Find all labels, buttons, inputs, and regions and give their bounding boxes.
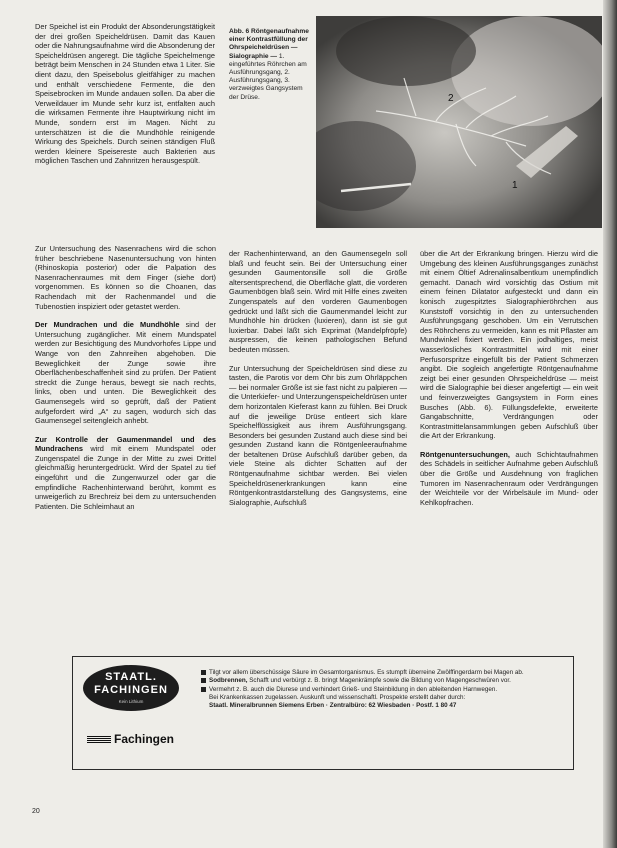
ad-address-text: Staatl. Mineralbrunnen Siemens Erben · Zentralbüro: 62 Wiesbaden · Postf. 1 80 47 bbox=[209, 702, 457, 710]
paragraph-text: über die Art der Erkrankung bringen. Hierzu wird die Umgebung des kleinen Ausführungsganges zunächst mit einem Öltief Adrenalinsalbentkum unempfindlich gemacht. Danach wird vorsichtig das Ostium mit einem feinen Dilatator aufgesteckt und dann ein konisch zugespitztes Sialographieröhrchen aus Kunststoff vorsichtig in den zu untersuchenden Ausführungsgang geschoben. Um ein Verrutschen des Röhrchens zu vermeiden, kann es mit Pflaster am Mundwinkel fixiert werden. Ein jodhaltiges, meist wasserlösliches Kontrastmittel wird mit einer Perfusorspritze eingefüllt bis der Patient Schmerzen angibt. Die sogleich angefertigte Röntgenaufnahme zeigt bei einer gesunden Ohrspeicheldrüse — meist wird die Sialographie bei dieser angefertigt — ein weit und feinverzweigtes Gangsystem in Form eines Busches (Abb. 6). Füllungsdefekte, erweiterte Gangabschnitte, Verdrängungen oder Kontrastmittelansammlungen geben Aufschluß über die Art der Erkrankung. bbox=[420, 249, 598, 441]
paragraph-text: Zur Untersuchung der Speicheldrüsen sind diese zu tasten, die Parotis vor dem Ohr bis zum Ohrläppchen — bei normaler Größe ist sie fast nicht zu palpieren — die Unterkiefer- und Unterzungenspeicheldrüsen unter dem horizontalen Kieferast kann zu fühlen. Bei Druck auf die jeweilige Drüse entleert sich klare Speichelflüssigkeit aus ihrem Ausführungsgang. Besonders bei gesunden Zustand auch diese sind bei gesunden Zustand kann die Röntgenleeraufnahme der betaltenen Drüse Aufschluß darüber geben, da viele Steine als dichter Schatten auf der Röntgenaufnahme sichtbar werden. Bei vielen Speicheldrüsenerkrankungen kann eine Röntgenkontrastdarstellung des Gangsystems, eine Sialographie, Aufschluß bbox=[229, 363, 407, 507]
fachingen-logo bbox=[83, 665, 179, 711]
col3-paragraph bbox=[420, 249, 598, 441]
logo-small-text: Kein Lithium bbox=[118, 699, 144, 704]
ad-bullet-text: Schafft und verbürgt z. B. bringt Magenkrämpfe sowie die Bildung von Magengeschwüren vor. bbox=[247, 677, 511, 685]
caption-items: 1. eingeführtes Röhrchen am Ausführungsgang, 2. Ausführungsgang, 3. verzweigtes Gangsystem der Drüse. bbox=[229, 52, 307, 101]
paragraph-text: wird mit einem Mundspatel oder Zungenspatel die Zunge in der Mitte zu zwei Drittel gleichmäßig heruntergedrückt. Wird der Spatel zu tief eingeführt und die Zungenwurzel oder gar die empfindliche Rachenhinterwand berührt, kommt es unweigerlich zu Brechreiz bei dem zu untersuchenden Patienten. Die Schleimhaut an bbox=[35, 444, 216, 511]
ad-bullet-item bbox=[201, 669, 565, 677]
paragraph-lead: Der Mundrachen und die Mundhöhle bbox=[35, 320, 180, 330]
column-3-body bbox=[420, 249, 598, 516]
paragraph-text: der Rachenhinterwand, an den Gaumensegeln soll blaß und feucht sein. Bei der Untersuchung einer gesunden Gaumentonsille soll die Größe altersentsprechend, die Oberfläche glatt, die vorderen Gaumenbögen blaß sein. Wird mit Hilfe eines zweiten Zungenspatels auf den vorderen Gaumenbogen gedrückt und läßt sich die Gaumenmandel leicht zur Mundhöhle hin drücken (luxieren), dann ist sie gut luxierbar. Dabei läßt sich Exprimat (Mandelpfröpfe) auspressen, die keinen pathologischen Befund bedeuten müssen. bbox=[229, 249, 407, 354]
paragraph-text: sind der Untersuchung zugänglicher. Mit einem Mundspatel werden zur Besichtigung des Mundvorhofes Lippe und Wange von den Zahnreihen abgehoben. Die Beweglichkeit der Zunge sowie ihre Oberflächenbeschaffenheit sind zu prüfen. Der Patient streckt die Zunge heraus, bewegt sie nach rechts, links, oben und unten. Die Beweglichkeit des Gaumensegels wird so geprüft, daß der Patient aufgefordert wird „A“ zu sagen, wodurch sich das Gaumensegel seitengleich anhebt. bbox=[35, 320, 216, 426]
brand-name: Fachingen bbox=[114, 732, 175, 746]
ad-address bbox=[201, 702, 565, 710]
paragraph-text: auch Schichtaufnahmen des Schädels in seitlicher Aufnahme geben Aufschluß über die Größe und Ausdehnung von fraglichen Tumoren im Nasenrachenraum oder Verdrängungen der Weichteile vor der Wirbelsäule im Mund- oder Kehlkopfrachen. bbox=[420, 449, 598, 507]
logo-line-1: STAATL. bbox=[105, 671, 157, 683]
col1-paragraph bbox=[35, 435, 216, 512]
ad-bullet-item bbox=[201, 686, 565, 694]
advertisement-fachingen bbox=[72, 656, 574, 770]
figure-caption bbox=[229, 28, 313, 102]
col1-paragraph bbox=[35, 244, 216, 311]
paragraph-lead: Röntgenuntersuchungen, bbox=[420, 449, 510, 459]
ad-bullet-text: Tilgt vor allem überschüssige Säure im Gesamtorganismus. Es stumpft überreine Zwölffingerdarm bei Magen ab. bbox=[209, 669, 524, 676]
column-1-body bbox=[35, 244, 216, 520]
column-2-body bbox=[229, 249, 407, 516]
sialography-xray-image bbox=[316, 16, 602, 228]
col1-paragraph bbox=[35, 320, 216, 426]
advertisement-copy bbox=[201, 669, 565, 710]
paragraph-text: Zur Untersuchung des Nasenrachens wird die schon früher beschriebene Nasenuntersuchung von hinten (Rhinoskopia posterior) oder die Palpation des Nasenrachenraumes mit dem Finger (siehe dort) vorgenommen. Es können so die Choanen, das Rachendach mit der Rachenmandel und die Tubenostien inspiziert oder getastet werden. bbox=[35, 244, 216, 311]
wordmark-lines-icon bbox=[87, 736, 111, 744]
ad-footer-note: Bei Krankenkassen zugelassen. Auskunft und wissenschaftl. Prospekte erstellt daher durch: bbox=[209, 693, 466, 701]
column-1-intro bbox=[35, 22, 215, 175]
figure-label-2: 2 bbox=[448, 93, 454, 104]
ad-bullet-lead: Sodbrennen, bbox=[209, 677, 248, 685]
intro-paragraph: Der Speichel ist ein Produkt der Absonderungstätigkeit der drei großen Speicheldrüsen. Damit das Kauen oder die Nahrungsaufnahme wird die Absonderung der Speicheldrüsen angeregt. Die tägliche Speichelmenge beträgt beim Menschen in 24 Stunden etwa 1 Liter. Sie dient dazu, den Speisebolus gleitfähiger zu machen und enthält verschiedene Fermente, die den Speisebrocken im Munde andauen sollen. Da aber die Verweildauer im Munde sehr kurz ist, entfalten auch die wirksamen Fermente ihre Hauptwirkung nicht im Munde, sondern erst im Magen. Nicht zu unterschätzen ist die die Mundhöhle reinigende Wirkung des Speichels. Durch seinen ständigen Fluß werden kleinere Speisereste auch Bakterien aus möglichen Taschen und Zahnritzen herausgespült. bbox=[35, 22, 215, 166]
binding-shadow bbox=[603, 0, 617, 848]
paragraph-lead: Zur Kontrolle der Gaumenmandel und des Mundrachens bbox=[35, 434, 216, 454]
ad-bullet-item bbox=[201, 677, 565, 685]
brand-wordmark bbox=[87, 732, 174, 746]
ad-bullet-text: Vermehrt z. B. auch die Diurese und verhindert Grieß- und Steinbildung in den ableitenden Harnwegen. bbox=[209, 685, 498, 693]
logo-line-2: FACHINGEN bbox=[94, 684, 168, 696]
col2-paragraph bbox=[229, 249, 407, 355]
col3-paragraph bbox=[420, 450, 598, 508]
caption-lead: Abb. 6 Röntgenaufnahme einer Kontrastfüllung der Ohrspeicheldrüsen — Sialographie — bbox=[229, 28, 309, 60]
page-number: 20 bbox=[32, 808, 40, 815]
figure-label-1: 1 bbox=[512, 180, 518, 191]
col2-paragraph bbox=[229, 364, 407, 508]
